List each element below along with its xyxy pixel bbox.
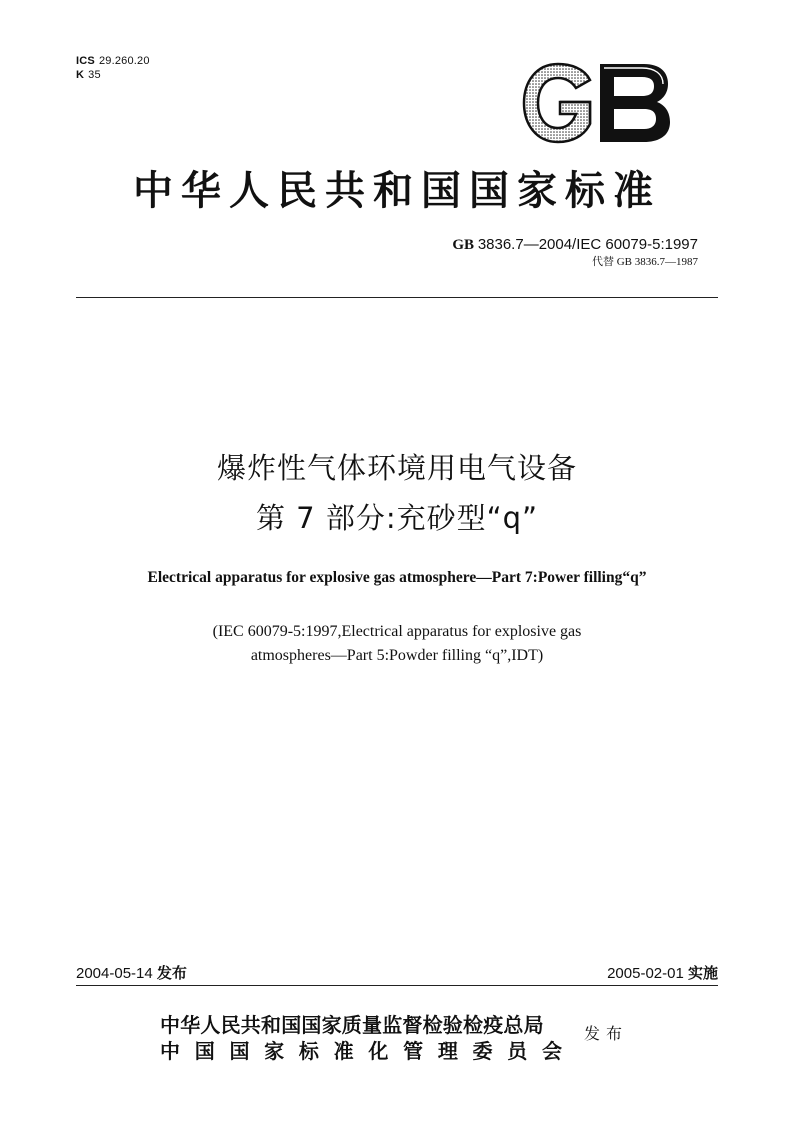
ics-label: ICS (76, 55, 95, 67)
title-en: Electrical apparatus for explosive gas atmosphere—Part 7:Power filling“q” (147, 569, 647, 586)
gb-logo (520, 62, 672, 144)
top-divider (76, 297, 718, 298)
ics-code (76, 54, 150, 68)
publisher-line2: 中国国家标准化管理委员会 (160, 1039, 562, 1063)
ccs-code (76, 68, 150, 82)
title-cn-line2: 第 7 部分:充砂型“q” (255, 501, 539, 535)
implementation-date (607, 964, 718, 983)
issue-date-value: 2004-05-14 (76, 965, 153, 982)
gb-logo-icon (520, 62, 672, 144)
ccs-label: K (76, 69, 85, 81)
issue-date (76, 964, 187, 983)
ccs-value: 35 (88, 69, 101, 81)
issue-word: 发布 (156, 964, 187, 982)
standard-number-value: 3836.7—2004/IEC 60079-5:1997 (477, 236, 698, 253)
standard-number (452, 236, 698, 254)
title-cn-line1: 爆炸性气体环境用电气设备 (216, 451, 577, 485)
idt-note-line1: (IEC 60079-5:1997,Electrical apparatus for explosive gas (212, 623, 582, 640)
bottom-divider (76, 985, 718, 986)
classification-codes (76, 54, 150, 82)
replaces-standard: 代替 GB 3836.7—1987 (591, 256, 698, 268)
national-standard-heading: 中华人民共和国国家标准 (133, 167, 661, 214)
implement-word: 实施 (687, 964, 718, 982)
idt-note-line2: atmospheres—Part 5:Powder filling “q”,IDT) (250, 647, 544, 664)
idt-note (0, 620, 794, 668)
ics-value: 29.260.20 (98, 55, 150, 67)
standard-prefix: GB (452, 237, 475, 253)
implement-date-value: 2005-02-01 (607, 965, 684, 982)
publisher-line1: 中华人民共和国国家质量监督检验检疫总局 (160, 1013, 544, 1037)
publish-action: 发布 (584, 1024, 629, 1043)
